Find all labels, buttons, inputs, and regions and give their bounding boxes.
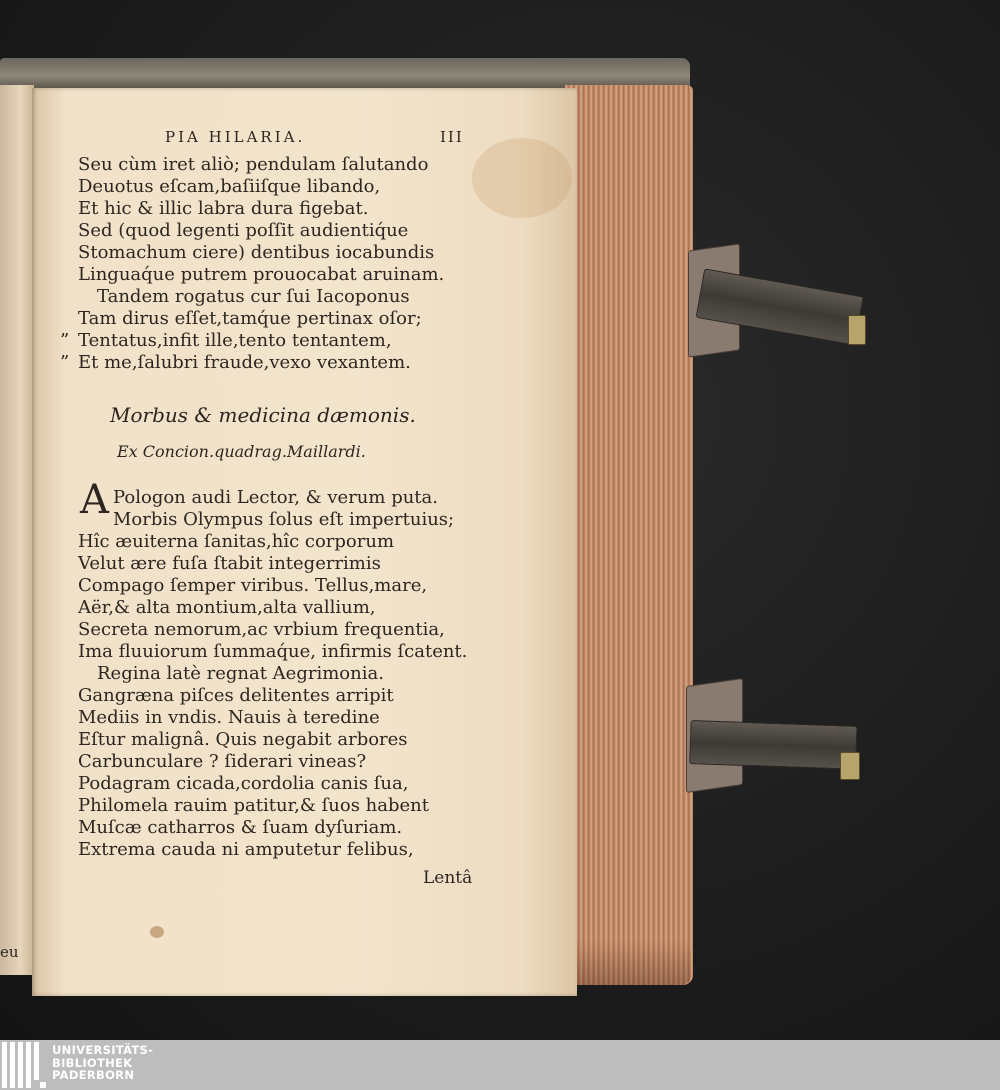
paper-stain	[150, 926, 164, 938]
quotation-mark: ”	[60, 352, 70, 373]
text-line: Philomela rauim patitur,& ſuos habent	[78, 795, 429, 816]
text-line: Regina latè regnat Aegrimonia.	[97, 663, 384, 684]
library-name-line: PADERBORN	[52, 1068, 135, 1082]
library-name-line: BIBLIOTHEK	[52, 1055, 133, 1070]
library-name-line: UNIVERSITÄTS-	[52, 1043, 154, 1057]
text-line: Tam dirus eſſet,tamq́ue pertinax oſor;	[78, 308, 422, 329]
quotation-mark: ”	[60, 330, 70, 351]
text-line: Et hic & illic labra dura figebat.	[78, 198, 369, 219]
text-line: Extrema cauda ni amputetur felibus,	[78, 839, 414, 860]
text-line: Mediis in vndis. Nauis à teredine	[78, 707, 380, 728]
text-line: Tentatus,infit ille,tento tentantem,	[78, 330, 392, 351]
text-line: Ima fluuiorum ſummaq́ue, infirmis ſcatent.	[78, 641, 468, 662]
text-line: Deuotus eſcam,baſiiſque libando,	[78, 176, 381, 197]
section-source: Ex Concion.quadrag.Maillardi.	[117, 442, 366, 461]
library-name	[52, 1044, 153, 1082]
page-block-shadow	[565, 940, 691, 985]
text-line: Sed (quod legenti poſſit audientiq́ue	[78, 220, 409, 241]
book-cover-top	[0, 58, 690, 88]
running-head: PIA HILARIA.	[165, 128, 306, 146]
text-line: Tandem rogatus cur ſui Iacoponus	[97, 286, 410, 307]
text-line: Linguaq́ue putrem prouocabat aruinam.	[78, 264, 445, 285]
left-page-catchword: eu	[0, 943, 19, 961]
text-line: Eſtur malignâ. Quis negabit arbores	[78, 729, 408, 750]
page-number: III	[440, 128, 464, 146]
section-heading: Morbus & medicina dæmonis.	[110, 403, 416, 427]
text-line: Velut ære fuſa ſtabit integerrimis	[78, 553, 381, 574]
text-line: Compago ſemper viribus. Tellus,mare,	[78, 575, 428, 596]
catchword: Lentâ	[423, 868, 473, 888]
paper-stain	[472, 138, 572, 218]
text-line: Et me,ſalubri fraude,vexo vexantem.	[78, 352, 411, 373]
text-line: Carbunculare ? ſiderari vineas?	[78, 751, 367, 772]
text-line: Muſcæ catharros & ſuam dyſuriam.	[78, 817, 403, 838]
text-line: Hîc æuiterna ſanitas,hîc corporum	[78, 531, 395, 552]
library-logo-icon	[2, 1042, 46, 1088]
text-line: Podagram cicada,cordolia canis ſua,	[78, 773, 409, 794]
text-line: Gangræna piſces delitentes arripit	[78, 685, 394, 706]
text-line: Aër,& alta montium,alta vallium,	[78, 597, 376, 618]
text-line: Morbis Olympus ſolus eſt impertuius;	[113, 509, 455, 530]
left-page-edge	[0, 85, 34, 975]
text-line: Secreta nemorum,ac vrbium frequentia,	[78, 619, 445, 640]
text-line: Stomachum ciere) dentibus iocabundis	[78, 242, 435, 263]
page-block-edges	[565, 85, 693, 985]
text-line: Pologon audi Lector, & verum puta.	[113, 487, 438, 508]
text-line: Seu cùm iret aliò; pendulam ſalutando	[78, 154, 429, 175]
drop-cap: A	[80, 477, 109, 523]
